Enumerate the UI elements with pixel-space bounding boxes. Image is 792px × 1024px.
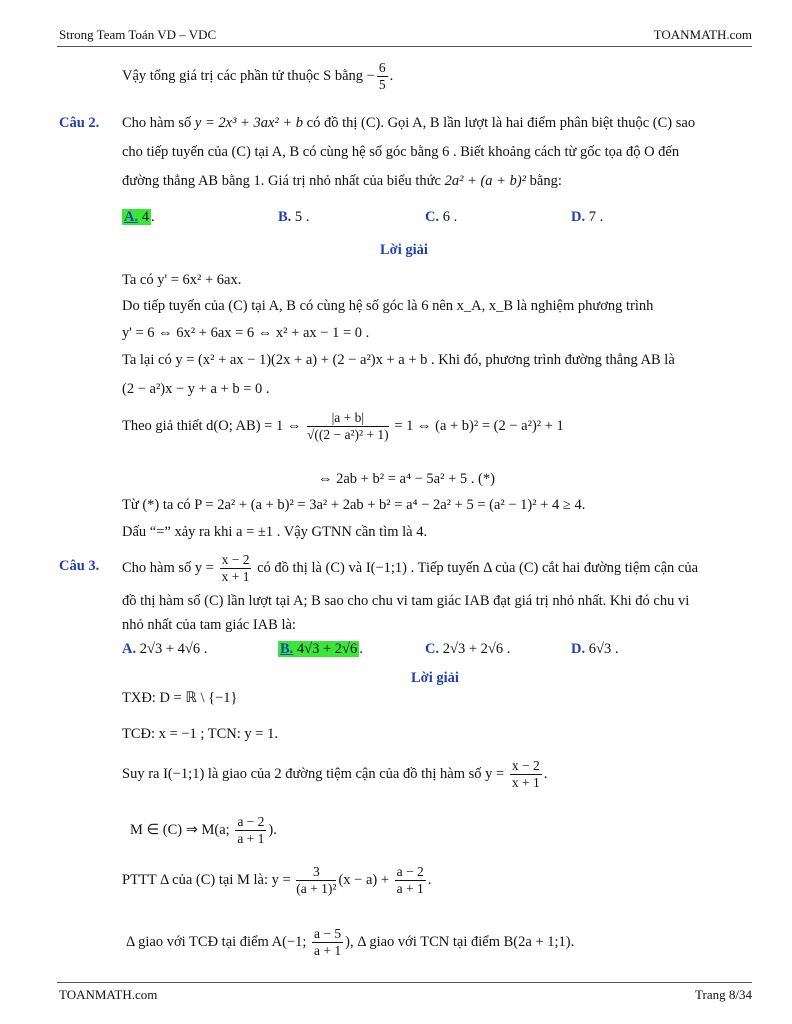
q3-sol-3-num: x − 2 bbox=[511, 758, 540, 773]
q3-l1b: có đồ thị là (C) và I(−1;1) . Tiếp tuyến Δ của (C) cắt hai đường tiệm cận của bbox=[253, 559, 699, 576]
q2-option-c-label: C. bbox=[425, 209, 440, 225]
q3-sol-4a: M ∈ (C) ⇒ M(a; bbox=[130, 821, 234, 838]
q2-label: Câu 2. bbox=[59, 115, 100, 131]
q3-sol-2: TCĐ: x = −1 ; TCN: y = 1. bbox=[122, 726, 278, 742]
q3-option-d-label: D. bbox=[571, 641, 586, 657]
q3-function-fraction bbox=[220, 552, 252, 585]
q2-option-d-value: 7 . bbox=[588, 209, 604, 225]
q3-option-d-value: 6√3 . bbox=[588, 641, 619, 657]
q2-sol-8: Từ (*) ta có P = 2a² + (a + b)² = 3a² + 2ab + b² = a⁴ − 2a² + 5 = (a² − 1)² + 4 ≥ 4. bbox=[122, 497, 586, 513]
q2-sol-6-fraction bbox=[307, 410, 389, 443]
q3-sol-6-fraction bbox=[312, 926, 343, 959]
q3-fden: x + 1 bbox=[221, 569, 250, 584]
q3-option-c-label: C. bbox=[425, 641, 440, 657]
q3-label: Câu 3. bbox=[59, 558, 100, 574]
q2-l1a: Cho hàm số bbox=[122, 115, 195, 131]
q3-sol-4 bbox=[130, 814, 277, 847]
q3-option-b[interactable] bbox=[278, 641, 363, 658]
q2-sol-6-den: √((2 − a²)² + 1) bbox=[306, 427, 389, 442]
q3-line1 bbox=[122, 552, 698, 585]
q3-sol-5-num2: a − 2 bbox=[396, 864, 424, 879]
q2-sol-4: Ta lại có y = (x² + ax − 1)(2x + a) + (2 − a²)x + a + b . Khi đó, phương trình đường thẳng AB là bbox=[122, 352, 675, 368]
intro-text: Vậy tổng giá trị các phần tử thuộc S bằng − bbox=[122, 67, 375, 84]
q2-line1 bbox=[122, 115, 752, 132]
q3-option-a-value: 2√3 + 4√6 . bbox=[139, 641, 208, 657]
footer-right: Trang 8/34 bbox=[695, 987, 752, 1002]
q2-sol-3: y' = 6 ⇔ 6x² + 6ax = 6 ⇔ x² + ax − 1 = 0 . bbox=[122, 325, 370, 341]
q3-sol-4b: ). bbox=[268, 821, 277, 838]
header-right: TOANMATH.com bbox=[653, 27, 752, 42]
q3-option-a-label: A. bbox=[122, 641, 137, 657]
q3-sol-6-num: a − 5 bbox=[314, 926, 342, 941]
q3-sol-5a: PTTT Δ của (C) tại M là: y = bbox=[122, 871, 295, 888]
intro-line bbox=[122, 60, 393, 93]
q3-sol-5-den1: (a + 1)² bbox=[296, 881, 337, 896]
q3-sol-4-fraction bbox=[235, 814, 266, 847]
header-rule bbox=[57, 46, 752, 47]
q3-sol-5-num1: 3 bbox=[296, 864, 336, 881]
q3-option-c[interactable] bbox=[425, 641, 510, 658]
q3-sol-3b: . bbox=[543, 765, 548, 782]
q3-sol-4-num: a − 2 bbox=[237, 814, 265, 829]
q3-sol-6b: ), Δ giao với TCN tại điểm B(2a + 1;1). bbox=[345, 933, 575, 950]
q3-sol-3-fraction bbox=[510, 758, 542, 791]
q2-option-b-label: B. bbox=[278, 209, 292, 225]
q3-sol-5-fraction-1 bbox=[296, 864, 336, 897]
q3-sol-5b: . bbox=[427, 871, 432, 888]
q2-sol-6a: Theo giả thiết d(O; AB) = 1 ⇔ bbox=[122, 417, 305, 434]
q3-sol-3 bbox=[122, 758, 547, 791]
q2-line2: cho tiếp tuyến của (C) tại A, B có cùng hệ số góc bằng 6 . Biết khoảng cách từ gốc tọa độ O đến bbox=[122, 144, 680, 160]
q2-sol-1: Ta có y' = 6x² + 6ax. bbox=[122, 272, 242, 288]
q3-sol-3a: Suy ra I(−1;1) là giao của 2 đường tiệm cận của đồ thị hàm số y = bbox=[122, 765, 508, 782]
q3-sol-6a: Δ giao với TCĐ tại điểm A(−1; bbox=[126, 933, 310, 950]
q3-option-b-suffix: . bbox=[359, 641, 363, 657]
q3-option-c-value: 2√3 + 2√6 . bbox=[442, 641, 511, 657]
q2-expression: 2a² + (a + b)² bbox=[444, 173, 527, 189]
q2-sol-6 bbox=[122, 410, 564, 443]
q3-sol-5 bbox=[122, 864, 431, 897]
q3-sol-5-fraction-2 bbox=[395, 864, 426, 897]
q3-fnum: x − 2 bbox=[221, 552, 250, 567]
intro-den: 5 bbox=[378, 77, 386, 92]
q3-sol-3-den: x + 1 bbox=[511, 775, 540, 790]
q2-solution-title: Lời giải bbox=[380, 242, 428, 258]
q2-line3 bbox=[122, 173, 562, 190]
q3-option-a[interactable] bbox=[122, 641, 207, 658]
q2-l1b: có đồ thị (C). Gọi A, B lần lượt là hai điểm phân biệt thuộc (C) sao bbox=[303, 115, 696, 131]
q3-sol-4-den: a + 1 bbox=[237, 831, 265, 846]
q2-option-c-value: 6 . bbox=[442, 209, 458, 225]
q2-option-b-value: 5 . bbox=[294, 209, 310, 225]
q3-option-b-label: B. bbox=[280, 641, 294, 657]
q3-sol-6 bbox=[126, 926, 574, 959]
q2-option-a-label: A. bbox=[124, 209, 139, 225]
q2-sol-5: (2 − a²)x − y + a + b = 0 . bbox=[122, 381, 270, 397]
q2-sol-9: Dấu “=” xảy ra khi a = ±1 . Vậy GTNN cần tìm là 4. bbox=[122, 524, 428, 540]
q2-option-a[interactable] bbox=[122, 209, 155, 226]
footer-rule bbox=[57, 982, 752, 983]
q2-option-a-value: 4 bbox=[141, 209, 149, 225]
q2-option-a-suffix: . bbox=[150, 209, 155, 225]
q3-solution-title: Lời giải bbox=[411, 670, 459, 686]
q3-line3: nhỏ nhất của tam giác IAB là: bbox=[122, 617, 296, 633]
intro-num: 6 bbox=[378, 60, 386, 75]
intro-tail: . bbox=[389, 67, 394, 84]
header-left: Strong Team Toán VD – VDC bbox=[59, 27, 217, 42]
q2-option-c[interactable] bbox=[425, 209, 457, 226]
q3-sol-5m: (x − a) + bbox=[338, 871, 393, 888]
q2-l3a: đường thẳng AB bằng 1. Giá trị nhỏ nhất của biểu thức bbox=[122, 173, 445, 189]
q2-sol-6-num: |a + b| bbox=[307, 410, 389, 427]
q3-sol-5-den2: a + 1 bbox=[396, 881, 424, 896]
q2-option-b[interactable] bbox=[278, 209, 309, 226]
q3-sol-6-den: a + 1 bbox=[314, 943, 342, 958]
q3-sol-1: TXĐ: D = ℝ \ {−1} bbox=[122, 690, 238, 706]
q3-l1a: Cho hàm số y = bbox=[122, 559, 218, 576]
q2-option-d-label: D. bbox=[571, 209, 586, 225]
footer-left: TOANMATH.com bbox=[59, 987, 158, 1002]
intro-fraction bbox=[377, 60, 388, 93]
q2-sol-7: ⇔ 2ab + b² = a⁴ − 5a² + 5 . (*) bbox=[318, 471, 495, 487]
q2-sol-2: Do tiếp tuyến của (C) tại A, B có cùng hệ số góc là 6 nên x_A, x_B là nghiệm phương trình bbox=[122, 298, 654, 314]
q3-option-b-value: 4√3 + 2√6 bbox=[296, 641, 358, 657]
q2-option-d[interactable] bbox=[571, 209, 603, 226]
q2-sol-6b: = 1 ⇔ (a + b)² = (2 − a²)² + 1 bbox=[390, 417, 564, 434]
q3-option-d[interactable] bbox=[571, 641, 618, 658]
q2-l3b: bằng: bbox=[526, 173, 562, 189]
q2-function: y = 2x³ + 3ax² + b bbox=[194, 115, 304, 131]
q3-line2: đồ thị hàm số (C) lần lượt tại A; B sao cho chu vi tam giác IAB đạt giá trị nhỏ nhất. Khi đó chu vi bbox=[122, 593, 690, 609]
